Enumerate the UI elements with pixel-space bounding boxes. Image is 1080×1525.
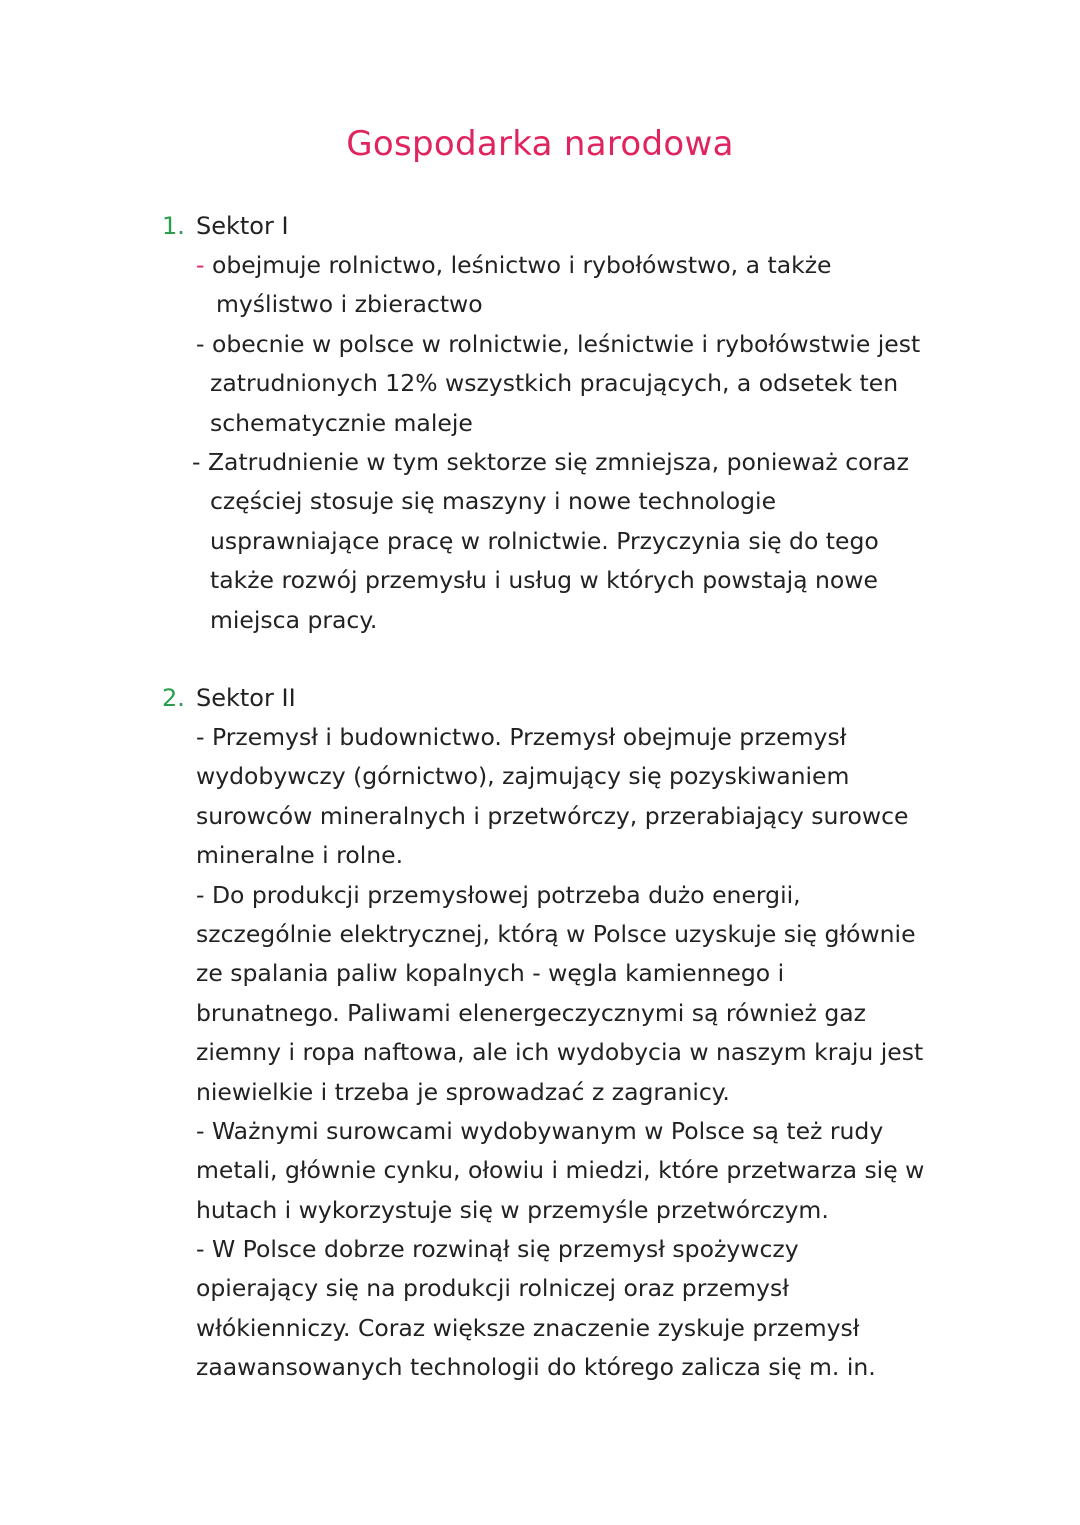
text-line: zaawansowanych technologii do którego zalicza się m. in. bbox=[196, 1353, 876, 1382]
text-line: usprawniające pracę w rolnictwie. Przyczynia się do tego bbox=[210, 526, 879, 555]
text-line: niewielkie i trzeba je sprowadzać z zagranicy. bbox=[196, 1077, 730, 1106]
text-line: - Przemysł i budownictwo. Przemysł obejmuje przemysł bbox=[196, 723, 847, 751]
page-title: Gospodarka narodowa bbox=[346, 124, 734, 164]
text-line: metali, głównie cynku, ołowiu i miedzi, które przetwarza się w bbox=[196, 1156, 925, 1185]
section-heading bbox=[162, 206, 962, 246]
text-line: włókienniczy. Coraz większe znaczenie zyskuje przemysł bbox=[196, 1313, 860, 1342]
section-sektor-2 bbox=[162, 678, 962, 1388]
text-line: częściej stosuje się maszyny i nowe technologie bbox=[210, 487, 777, 516]
text-line: surowców mineralnych i przetwórczy, przerabiający surowce bbox=[196, 801, 909, 830]
text-line: mineralne i rolne. bbox=[196, 841, 404, 870]
text-line: - Do produkcji przemysłowej potrzeba dużo energii, bbox=[196, 880, 801, 909]
text-line: - Zatrudnienie w tym sektorze się zmniejsza, ponieważ coraz bbox=[192, 447, 909, 476]
text-line: wydobywczy (górnictwo), zajmujący się pozyskiwaniem bbox=[196, 762, 850, 791]
list-number: 2. bbox=[162, 684, 185, 712]
text-line: hutach i wykorzystuje się w przemyśle przetwórczym. bbox=[196, 1195, 829, 1224]
text-line: także rozwój przemysłu i usług w których powstają nowe bbox=[210, 566, 878, 595]
text-line: - Ważnymi surowcami wydobywanym w Polsce są też rudy bbox=[196, 1116, 884, 1145]
text-line: zatrudnionych 12% wszystkich pracujących, a odsetek ten bbox=[210, 369, 899, 398]
text-line: myślistwo i zbieractwo bbox=[216, 290, 483, 319]
section-title: Sektor II bbox=[196, 684, 296, 712]
bullet-dash: - bbox=[196, 251, 205, 279]
section-sektor-1 bbox=[162, 206, 962, 640]
text-line: szczególnie elektrycznej, którą w Polsce uzyskuje się głównie bbox=[196, 919, 916, 948]
text-line: opierający się na produkcji rolniczej oraz przemysł bbox=[196, 1274, 789, 1303]
text-line: - obecnie w polsce w rolnictwie, leśnictwie i rybołówstwie jest bbox=[196, 329, 921, 358]
text-line: schematycznie maleje bbox=[210, 408, 473, 437]
section-title: Sektor I bbox=[196, 212, 289, 240]
text-line: miejsca pracy. bbox=[210, 605, 378, 634]
text-line: brunatnego. Paliwami elenergeczycznymi są również gaz bbox=[196, 998, 866, 1027]
text-line: ziemny i ropa naftowa, ale ich wydobycia w naszym kraju jest bbox=[196, 1038, 924, 1067]
text-line: ze spalania paliw kopalnych - węgla kamiennego i bbox=[196, 959, 785, 988]
text-line: - W Polsce dobrze rozwinął się przemysł spożywczy bbox=[196, 1235, 799, 1264]
section-heading bbox=[162, 678, 962, 718]
text-line: - obejmuje rolnictwo, leśnictwo i rybołówstwo, a także bbox=[196, 251, 832, 279]
list-number: 1. bbox=[162, 212, 185, 240]
